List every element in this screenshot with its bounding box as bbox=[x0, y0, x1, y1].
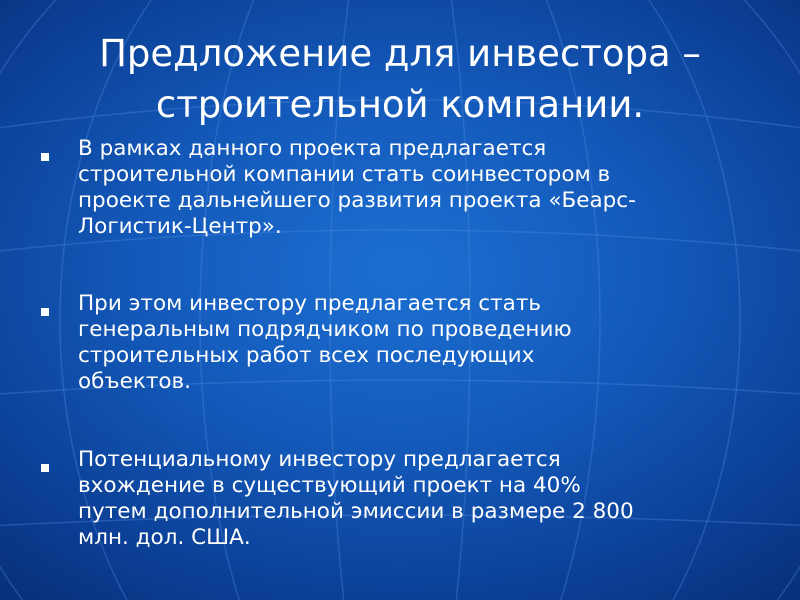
bullet-line: вхождение в существующий проект на 40% bbox=[78, 473, 581, 498]
square-bullet-icon bbox=[41, 464, 49, 472]
square-bullet-icon bbox=[41, 308, 49, 316]
bullet-text bbox=[78, 136, 778, 240]
slide-title-line: строительной компании. bbox=[155, 83, 645, 126]
bullet-line: генеральным подрядчиком по проведению bbox=[78, 317, 572, 342]
bullet-line: В рамках данного проекта предлагается bbox=[78, 136, 547, 161]
bullet-line: путем дополнительной эмиссии в размере 2 800 bbox=[78, 499, 634, 524]
bullet-line: При этом инвестору предлагается стать bbox=[78, 291, 542, 316]
bullet-line: Логистик-Центр». bbox=[78, 214, 282, 239]
square-bullet-icon bbox=[41, 153, 49, 161]
bullet-line: проекте дальнейшего развития проекта «Беарс- bbox=[78, 188, 636, 213]
bullet-line: Потенциальному инвестору предлагается bbox=[78, 447, 561, 472]
bullet-line: объектов. bbox=[78, 369, 192, 394]
bullet-line: строительных работ всех последующих bbox=[78, 343, 535, 368]
bullet-line: млн. дол. США. bbox=[78, 525, 251, 550]
bullet-text bbox=[78, 447, 778, 551]
slide-title-line: Предложение для инвестора – bbox=[99, 32, 701, 75]
bullet-text bbox=[78, 291, 778, 395]
bullet-line: строительной компании стать соинвестором в bbox=[78, 162, 611, 187]
slide-title bbox=[40, 28, 760, 130]
